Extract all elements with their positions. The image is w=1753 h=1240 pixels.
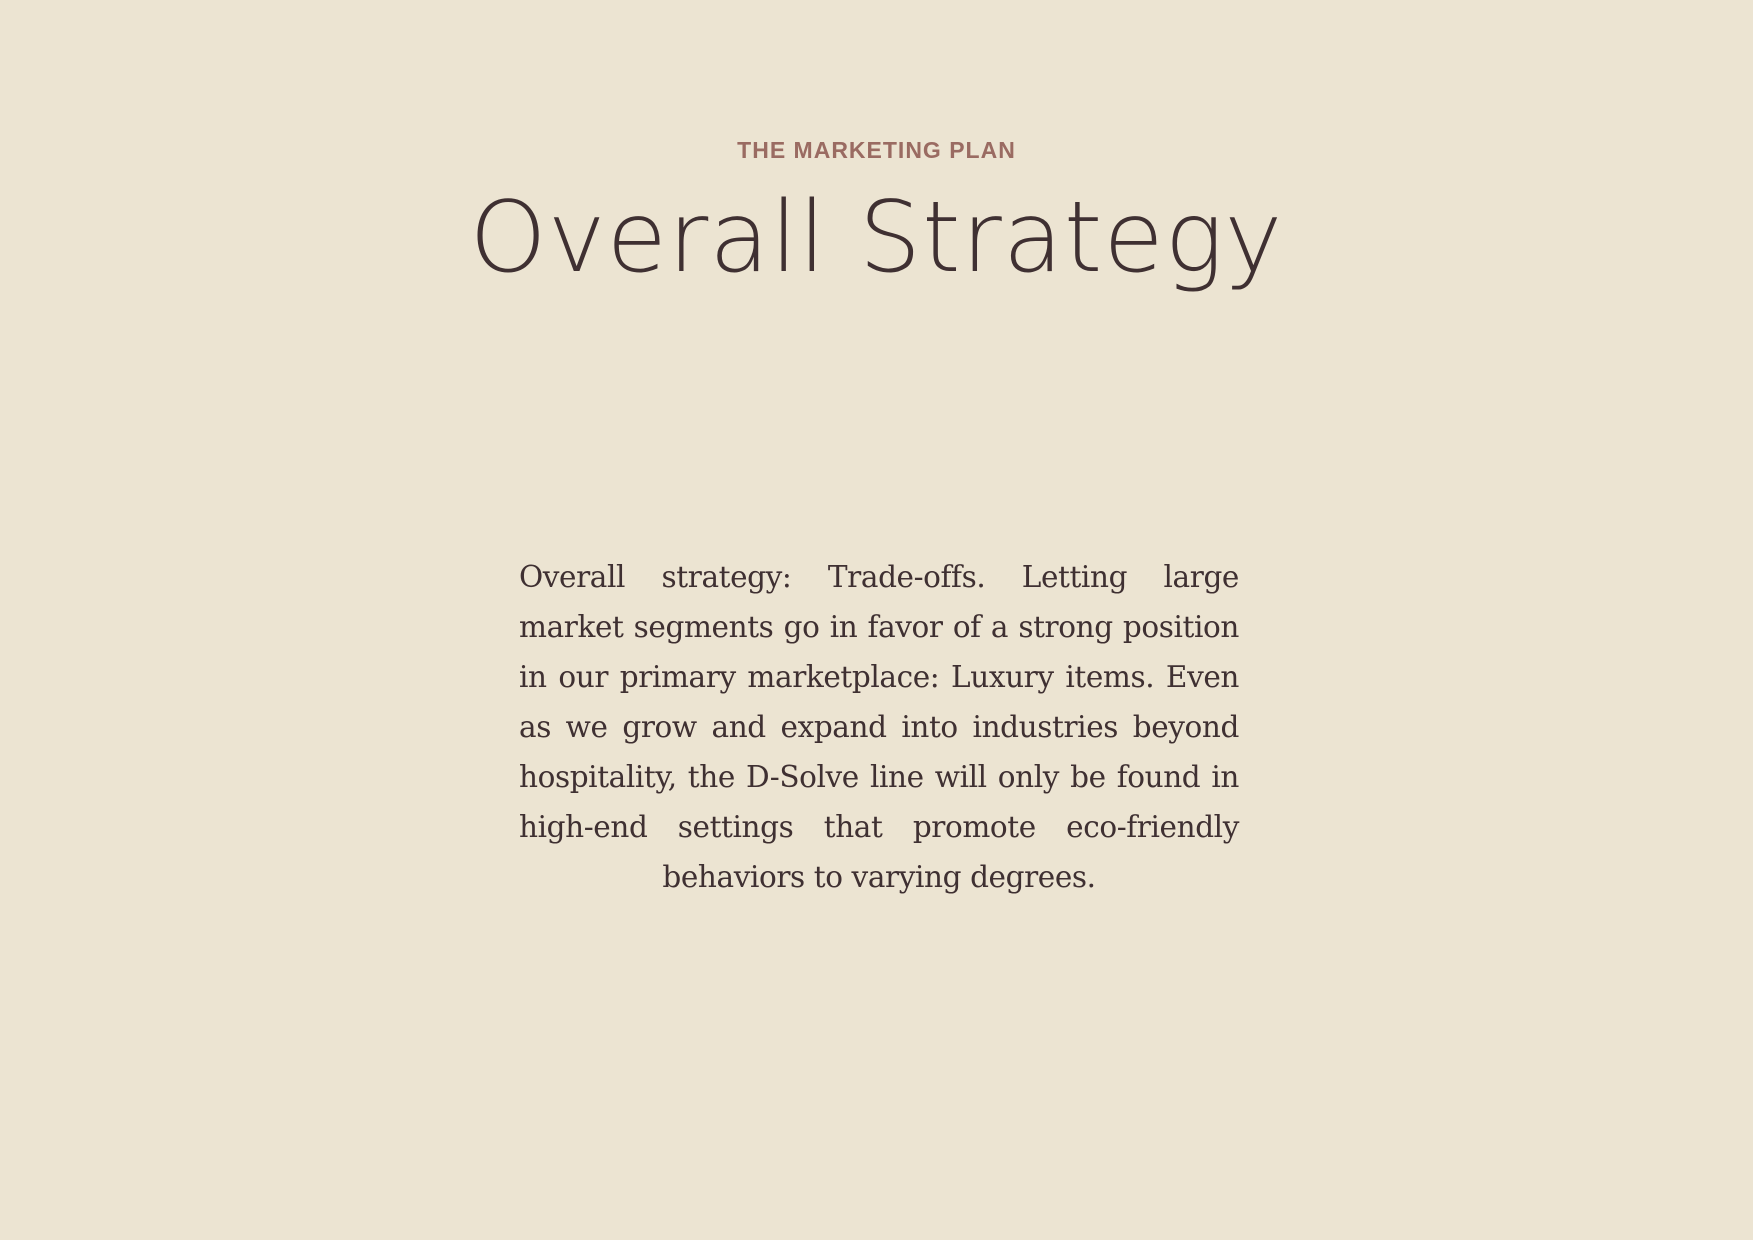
- page-title: Overall Strategy: [469, 181, 1284, 295]
- section-eyebrow: THE MARKETING PLAN: [737, 137, 1016, 163]
- body-paragraph: Overall strategy: Trade-offs. Letting large market segments go in favor of a strong position in our primary marketplace: Luxury items. Even as we grow and expand into industries beyond hospitality, the D-Solve line will only be found in high-end settings that promote eco-friendly behaviors to varying degrees.: [519, 559, 1239, 894]
